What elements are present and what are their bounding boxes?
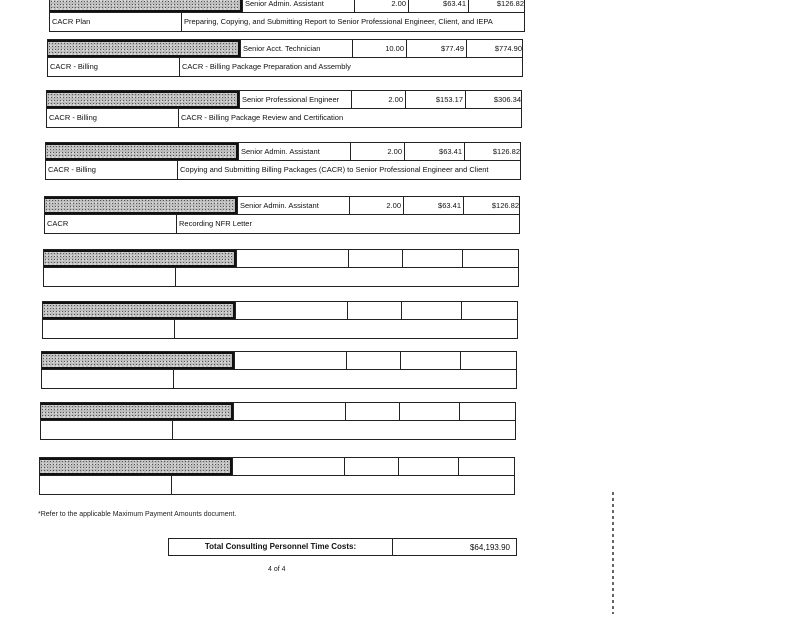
entry-task-row — [39, 475, 515, 495]
redacted-name-cell — [45, 197, 237, 214]
hours-value: 2.00 — [350, 143, 404, 160]
position-title: Senior Admin. Assistant — [242, 0, 354, 12]
hours-value — [345, 403, 399, 420]
rate-value — [399, 403, 459, 420]
personnel-entry — [41, 351, 517, 389]
task-description: Recording NFR Letter — [176, 215, 521, 233]
task-name: CACR — [47, 219, 69, 228]
personnel-entry — [45, 142, 521, 180]
redacted-name-cell — [43, 302, 235, 319]
task-description — [171, 476, 516, 494]
entry-title-row — [41, 351, 517, 370]
rate-value — [401, 302, 461, 319]
position-title: Senior Admin. Assistant — [238, 143, 350, 160]
redacted-name-cell — [40, 458, 232, 475]
hours-value — [348, 250, 402, 267]
entry-title-row — [39, 457, 515, 476]
rate-value: $77.49 — [406, 40, 466, 57]
task-description — [172, 421, 517, 439]
redacted-name-cell — [41, 403, 233, 420]
task-name — [44, 268, 175, 286]
footnote: *Refer to the applicable Maximum Payment Amounts document. — [38, 511, 237, 518]
hours-value: 2.00 — [351, 91, 405, 108]
cost-value — [461, 302, 519, 319]
margin-marks — [612, 492, 614, 614]
rate-value — [402, 250, 462, 267]
task-description: CACR - Billing Package Preparation and Assembly — [179, 58, 524, 76]
position-title — [232, 458, 344, 475]
entry-task-row — [41, 369, 517, 389]
task-name: CACR - Billing — [49, 113, 97, 122]
entry-task-row — [45, 160, 521, 180]
personnel-entry — [43, 249, 519, 287]
hours-value — [347, 302, 401, 319]
rate-value — [400, 352, 460, 369]
position-title — [234, 352, 346, 369]
cost-value: $126.82 — [464, 143, 522, 160]
rate-value — [398, 458, 458, 475]
personnel-entry — [39, 457, 515, 495]
rate-value: $63.41 — [404, 143, 464, 160]
task-name — [41, 421, 172, 439]
entry-task-row — [47, 57, 523, 77]
redacted-name-cell — [50, 0, 242, 12]
rate-value: $63.41 — [403, 197, 463, 214]
cost-value: $126.82 — [468, 0, 526, 12]
entry-title-row — [42, 301, 518, 320]
redacted-name-cell — [42, 352, 234, 369]
cost-value: $306.34 — [465, 91, 523, 108]
task-name: CACR Plan — [52, 17, 91, 26]
hours-value — [346, 352, 400, 369]
entry-title-row — [47, 39, 523, 58]
cost-value — [462, 250, 520, 267]
position-title: Senior Admin. Assistant — [237, 197, 349, 214]
cost-value: $774.90 — [466, 40, 524, 57]
entry-title-row — [43, 249, 519, 268]
entry-task-row — [46, 108, 522, 128]
cost-value — [459, 403, 517, 420]
task-description — [174, 320, 519, 338]
position-title: Senior Professional Engineer — [239, 91, 351, 108]
task-name: CACR - Billing — [50, 62, 98, 71]
hours-value: 2.00 — [354, 0, 408, 12]
entry-task-row — [43, 267, 519, 287]
redacted-name-cell — [47, 91, 239, 108]
position-title — [233, 403, 345, 420]
entry-title-row — [40, 402, 516, 421]
task-description — [175, 268, 520, 286]
task-name — [42, 370, 173, 388]
personnel-entry — [42, 301, 518, 339]
personnel-entry — [46, 90, 522, 128]
entry-title-row — [44, 196, 520, 215]
entry-task-row — [40, 420, 516, 440]
cost-value: $126.82 — [463, 197, 521, 214]
entry-task-row — [42, 319, 518, 339]
cost-value — [458, 458, 516, 475]
position-title — [236, 250, 348, 267]
task-name — [43, 320, 174, 338]
redacted-name-cell — [44, 250, 236, 267]
task-description: CACR - Billing Package Review and Certification — [178, 109, 523, 127]
hours-value: 2.00 — [349, 197, 403, 214]
total-costs-label: Total Consulting Personnel Time Costs: — [169, 539, 393, 555]
task-name: CACR - Billing — [48, 165, 96, 174]
entry-title-row — [46, 90, 522, 109]
personnel-entry — [47, 39, 523, 77]
hours-value — [344, 458, 398, 475]
entry-task-row — [44, 214, 520, 234]
cost-value — [460, 352, 518, 369]
position-title — [235, 302, 347, 319]
entry-task-row — [49, 12, 525, 32]
total-costs-box — [168, 538, 517, 556]
personnel-entry — [44, 196, 520, 234]
rate-value: $63.41 — [408, 0, 468, 12]
position-title: Senior Acct. Technician — [240, 40, 352, 57]
total-costs-value: $64,193.90 — [469, 543, 510, 552]
rate-value: $153.17 — [405, 91, 465, 108]
task-description — [173, 370, 518, 388]
task-description: Copying and Submitting Billing Packages (CACR) to Senior Professional Engineer and Client — [177, 161, 522, 179]
hours-value: 10.00 — [352, 40, 406, 57]
task-name — [40, 476, 171, 494]
redacted-name-cell — [46, 143, 238, 160]
personnel-entry — [49, 0, 525, 32]
redacted-name-cell — [48, 40, 240, 57]
personnel-entry — [40, 402, 516, 440]
page-number: 4 of 4 — [268, 566, 286, 573]
task-description: Preparing, Copying, and Submitting Report to Senior Professional Engineer, Client, and IEPA — [181, 13, 526, 31]
entry-title-row — [45, 142, 521, 161]
